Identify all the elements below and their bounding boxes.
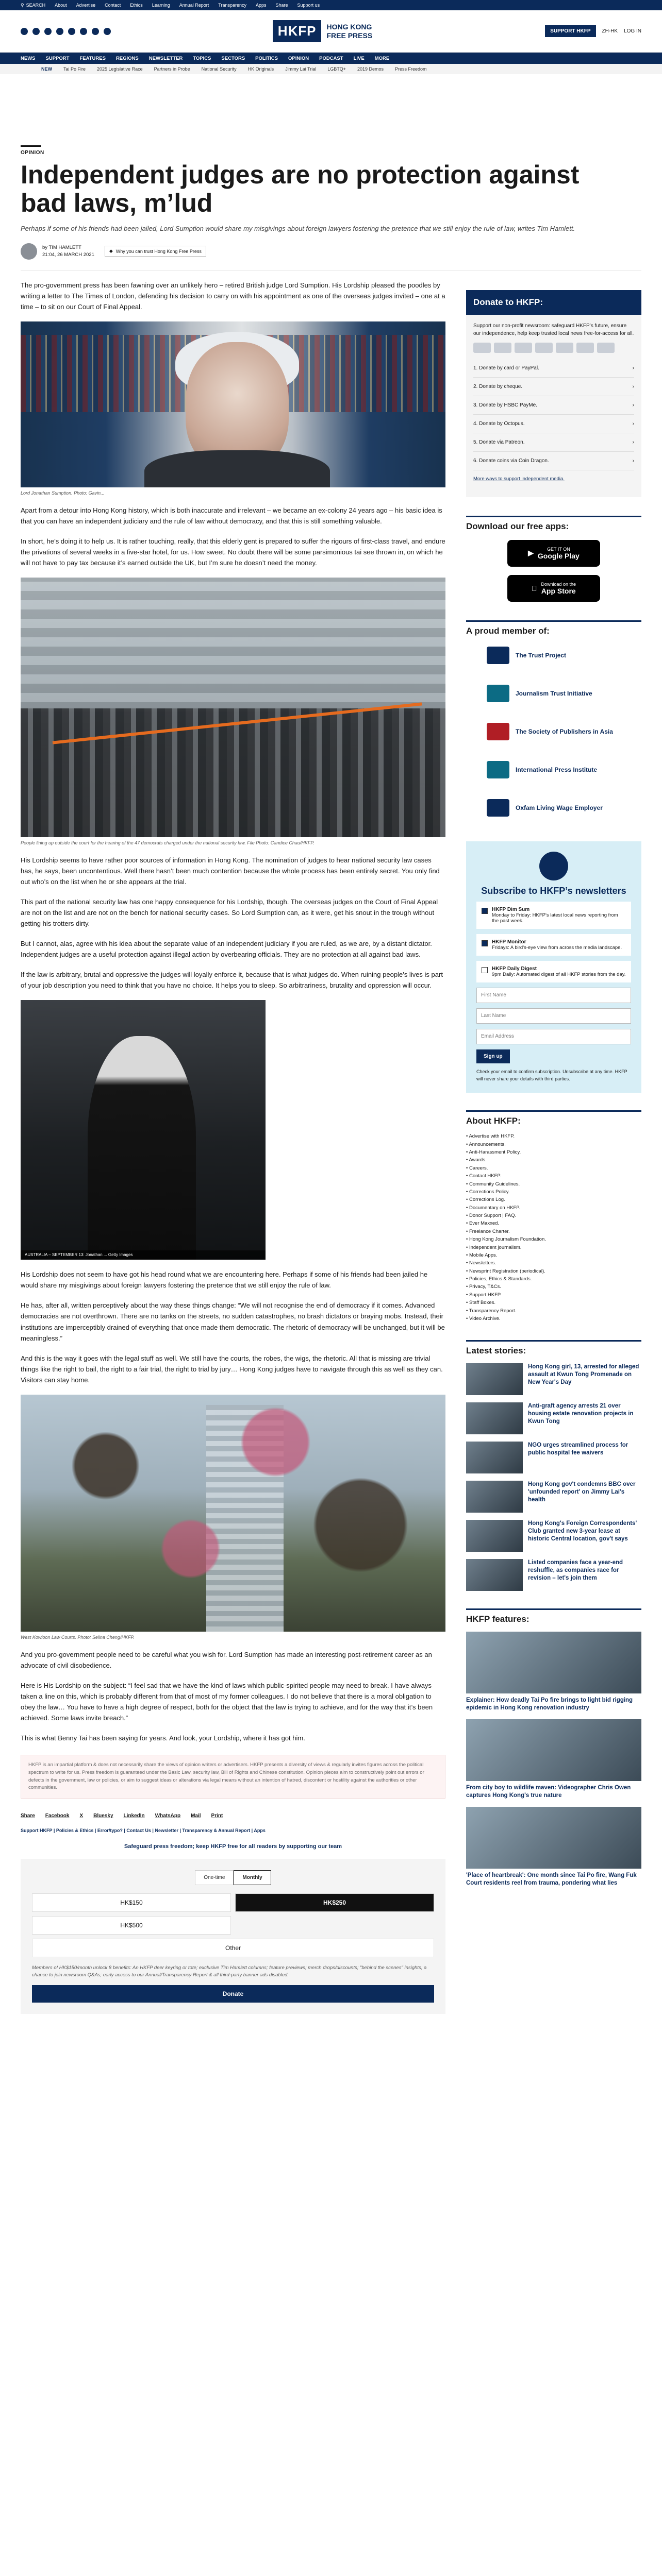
patreon-icon [597, 343, 615, 353]
share-bluesky[interactable]: Bluesky [93, 1812, 113, 1819]
trending-item[interactable]: HK Originals [247, 66, 274, 72]
paragraph: This is what Benny Tai has been saying for years. And look, your Lordship, where it has got him. [21, 1734, 305, 1742]
logo-mark: HKFP [273, 20, 322, 42]
latest-stories-widget [466, 1340, 641, 1591]
donate-option[interactable]: 6. Donate coins via Coin Dragon. › [473, 452, 634, 470]
donate-option[interactable]: 2. Donate by cheque. › [473, 378, 634, 396]
share-facebook[interactable]: Facebook [45, 1812, 70, 1819]
figure [21, 321, 445, 496]
article-title: Independent judges are no protection against bad laws, m’lud [21, 160, 580, 217]
nav-item[interactable]: TOPICS [193, 55, 211, 61]
linkedin-icon[interactable] [68, 28, 75, 35]
topbar-link[interactable]: Advertise [76, 3, 96, 8]
newsletter-option[interactable]: HKFP Monitor Fridays: A bird's-eye view from across the media landscape. [476, 934, 631, 956]
checkbox[interactable] [482, 967, 488, 973]
trending-item[interactable]: Press Freedom [395, 66, 427, 72]
trending-item[interactable]: 2019 Demos [357, 66, 384, 72]
paragraph: The pro-government press has been fawning over an unlikely hero – retired British judge Lord Sumption. His Lordship pleased the poodles by writing a letter to The Times of London, defending his decision to carry on with his appointment as one of the overseas judges invited – one at a time – to sit on our Court of Final Appeal. [21, 281, 445, 311]
nav-item[interactable]: OPINION [288, 55, 309, 61]
more-ways-link[interactable]: More ways to support independent media. [473, 476, 565, 482]
trust-link[interactable]: ◆ Why you can trust Hong Kong Free Press [105, 246, 206, 257]
login-link[interactable]: LOG IN [624, 28, 641, 34]
nav-item[interactable]: FEATURES [79, 55, 106, 61]
about-link[interactable]: • Video Archive. [466, 1315, 641, 1323]
nav-item[interactable]: NEWS [21, 55, 36, 61]
search-link[interactable]: ⚲ SEARCH [21, 2, 46, 8]
member-logo[interactable]: Journalism Trust Initiative [466, 674, 641, 713]
nav-item[interactable]: MORE [374, 55, 390, 61]
opinion-disclaimer: HKFP is an impartial platform & does not necessarily share the views of opinion writers or advertisers. HKFP presents a diversity of views & regularly invites figures across the political spectrum to write for us. Press freedom is guaranteed under the Basic Law, security law, Bill of Rights and Chinese constitution. Opinion pieces aim to constructively point out errors or defects in the government, law or policies, or aim to suggest ideas or alterations via legal means without an intention of hatred, discontent or hostility against the authorities or other communities. [21, 1755, 445, 1799]
widget-title: HKFP features: [466, 1608, 641, 1624]
amount-option[interactable]: HK$150 [32, 1893, 231, 1912]
sopa-icon [487, 723, 509, 740]
widget-title: About HKFP: [466, 1110, 641, 1126]
paragraph: In short, he’s doing it to help us. It is rather touching, really, that this elderly gent is prepared to suffer the rigours of first-class travel, and endure the privations of several weeks in a five-star hotel, for us. How sweet. No doubt there will be some parsimonious tai see thrown in, on which he will not have to pay tax because it’s earned outside the UK, but I’m sure he doesn’t need the money. [21, 537, 445, 567]
paragraph: This part of the national security law has one happy consequence for his Lordship, though. The overseas judges on the Court of Final Appeal are not on the list and are not on the bench for national security cases. So Lord Sumption can, as it were, get his snout in the trough without getting his trotters dirty. [21, 898, 438, 928]
paragraph: If the law is arbitrary, brutal and oppressive the judges will loyally enforce it, because that is what judges do. When ruining people’s lives is part of your job description you need to think that you have no choice. It helps you to sleep. So arbitrariness, brutality and oppression will occur. [21, 971, 443, 990]
safeguard-heading: Safeguard press freedom; keep HKFP free for all readers by supporting our team [124, 1843, 342, 1850]
about-link[interactable]: • Freelance Charter. [466, 1228, 641, 1235]
feature-image [466, 1719, 641, 1781]
share-mail[interactable]: Mail [191, 1812, 201, 1819]
paypal-icon [535, 343, 553, 353]
paragraph: His Lordship does not seem to have got his head round what we are encountering here. Perhaps if some of his friends had been jailed he would share my misgivings about foreign lawyers fostering the pretence that we still enjoy the rule of law. [21, 1270, 428, 1290]
feature-image [466, 1807, 641, 1869]
donate-option[interactable]: 3. Donate by HSBC PayMe. › [473, 396, 634, 415]
nav-item[interactable]: POLITICS [255, 55, 278, 61]
apple-icon [532, 584, 537, 592]
donate-text: Support our non-profit newsroom: safeguard HKFP’s future, ensure our independence, help keep trusted local news free-for-access for all. [473, 323, 634, 336]
chevron-right-icon: › [632, 383, 634, 389]
member-logo[interactable]: Oxfam Living Wage Employer [466, 789, 641, 827]
story-item[interactable]: Hong Kong girl, 13, arrested for alleged assault at Kwun Tong Promenade on New Year's Day [466, 1363, 641, 1395]
feature-item[interactable]: From city boy to wildlife maven: Videographer Chris Owen captures Hong Kong's true nature [466, 1719, 641, 1800]
features-widget [466, 1608, 641, 1887]
feature-item[interactable]: Explainer: How deadly Tai Po fire brings to light bid rigging epidemic in Hong Kong renovation industry [466, 1632, 641, 1712]
about-link[interactable]: • Community Guidelines. [466, 1180, 641, 1188]
chevron-right-icon: › [632, 457, 634, 464]
payme-icon [556, 343, 573, 353]
nav-item[interactable]: SUPPORT [45, 55, 70, 61]
about-link[interactable]: • Policies, Ethics & Standards. [466, 1275, 641, 1283]
paragraph: And you pro-government people need to be careful what you wish for. Lord Sumption has made an interesting post-retirement career as an advocate of civil disobedience. [21, 1650, 432, 1669]
about-link[interactable]: • Awards. [466, 1156, 641, 1164]
member-logo[interactable]: The Society of Publishers in Asia [466, 713, 641, 751]
member-logo[interactable]: International Press Institute [466, 751, 641, 789]
about-list [466, 1132, 641, 1323]
about-link[interactable]: • Newsprint Registration (periodical). [466, 1267, 641, 1275]
figure [21, 1395, 445, 1640]
about-link[interactable]: • Corrections Policy. [466, 1188, 641, 1196]
section-label[interactable]: OPINION [21, 150, 44, 156]
story-item[interactable]: Hong Kong gov't condemns BBC over 'unfounded report' on Jimmy Lai's health [466, 1481, 641, 1513]
share-whatsapp[interactable]: WhatsApp [155, 1812, 181, 1819]
amount-option[interactable]: HK$250 [235, 1893, 434, 1912]
trending-item[interactable]: Partners in Probe [154, 66, 190, 72]
frequency-toggle [32, 1870, 434, 1885]
visa-icon [494, 343, 511, 353]
photo-law-courts [21, 1395, 445, 1632]
freq-one-time[interactable]: One-time [195, 1870, 234, 1885]
trending-item[interactable]: 2025 Legislative Race [97, 66, 143, 72]
main-nav [0, 53, 662, 64]
share-linkedin[interactable]: LinkedIn [123, 1812, 145, 1819]
amount-other[interactable]: Other [32, 1939, 434, 1957]
donate-widget [466, 290, 641, 497]
youtube-icon[interactable] [56, 28, 63, 35]
chevron-right-icon: › [632, 420, 634, 427]
author-name[interactable]: by TIM HAMLETT [42, 245, 81, 251]
paragraph: He has, after all, written perceptively about the way these things change: “We will not recognise the end of democracy if it comes. Advanced democracies are not overthrown. There are no tanks on the streets, no sudden catastrophes, no brash dictators or braying mobs. Instead, their institutions are imperceptibly drained of everything that once made them democratic. The rhetoric of democracy will be unchanged, but it will be meaningless.” [21, 1301, 445, 1342]
new-label: NEW [41, 66, 52, 72]
story-thumbnail [466, 1442, 523, 1473]
about-link[interactable]: • Mobile Apps. [466, 1251, 641, 1259]
about-link[interactable]: • Ever Maxxed. [466, 1219, 641, 1227]
google-play-button[interactable]: ▶ GET IT ON Google Play [507, 540, 600, 567]
nav-item[interactable]: LIVE [353, 55, 365, 61]
story-item[interactable]: Anti-graft agency arrests 21 over housing estate renovation projects in Kwun Tong [466, 1402, 641, 1434]
about-link[interactable]: • Donor Support | FAQ. [466, 1212, 641, 1219]
about-link[interactable]: • Transparency Report. [466, 1307, 641, 1315]
language-link[interactable]: ZH-HK [602, 28, 618, 34]
masthead [0, 10, 662, 53]
photo-lord-sumption [21, 321, 445, 487]
about-link[interactable]: • Newsletters. [466, 1259, 641, 1267]
trending-nav [0, 64, 662, 74]
photo-credit: AUSTRALIA – SEPTEMBER 13: Jonathan ... Getty Images [21, 1250, 266, 1260]
caption: People lining up outside the court for the hearing of the 47 democrats charged under the national security law. File Photo: Candice Chau/HKFP. [21, 840, 315, 845]
about-link[interactable]: • Staff Boxes. [466, 1299, 641, 1307]
member-logo[interactable]: The Trust Project [466, 636, 641, 674]
story-thumbnail [466, 1481, 523, 1513]
top-utility-bar [0, 0, 662, 10]
social-links [21, 28, 111, 35]
newsletter-widget [466, 841, 641, 1093]
newsletter-option[interactable]: HKFP Dim Sum Monday to Friday: HKFP's latest local news reporting from the past week. [476, 902, 631, 929]
sidebar [466, 270, 641, 2014]
share-bar [21, 1813, 445, 1819]
story-thumbnail [466, 1363, 523, 1395]
paragraph: But I cannot, alas, agree with his idea about the separate value of an independent judiciary if you are ruled, as we are, by a distant dictator. Independent judges are a useful protection against illegal action by overbearing officials. They are no protection at all against bad laws. [21, 940, 432, 959]
topbar-link[interactable]: Share [275, 3, 288, 8]
mastercard-icon [473, 343, 491, 353]
chevron-right-icon: › [632, 365, 634, 371]
checkbox[interactable] [482, 940, 488, 946]
donate-option[interactable]: 4. Donate by Octopus. › [473, 415, 634, 433]
paragraph: Here is His Lordship on the subject: “I feel sad that we have the kind of laws which public-spirited people may need to break. I have always taken a line on this, which is probably different from that of most of my former colleagues. I do not believe that there is a moral obligation to obey the law… You have to have a high degree of respect, both for the object that the law is trying to achieve, and for the way that it’s been achieved. Some laws invite breach.” [21, 1681, 433, 1722]
chevron-right-icon: › [632, 402, 634, 408]
instagram-icon[interactable] [44, 28, 52, 35]
freq-monthly[interactable]: Monthly [234, 1870, 271, 1885]
story-thumbnail [466, 1402, 523, 1434]
figure [21, 578, 445, 845]
about-link[interactable]: • Documentary on HKFP. [466, 1204, 641, 1212]
masthead-actions [545, 25, 641, 37]
section-rule [21, 145, 41, 147]
donate-option[interactable]: 1. Donate by card or PayPal. › [473, 359, 634, 378]
topbar-link[interactable]: Contact [105, 3, 121, 8]
trending-item[interactable]: National Security [201, 66, 237, 72]
share-label: Share [21, 1812, 35, 1819]
last-name-input[interactable]: Last Name [476, 1008, 631, 1024]
site-logo[interactable] [273, 20, 384, 42]
newsletter-title: Subscribe to HKFP’s newsletters [481, 885, 626, 896]
footer-links[interactable]: Support HKFP | Policies & Ethics | Error/typo? | Contact Us | Newsletter | Transparency & Annual Report | Apps [21, 1827, 266, 1833]
story-thumbnail [466, 1559, 523, 1591]
share-print[interactable]: Print [211, 1812, 223, 1819]
topbar-link[interactable]: About [55, 3, 67, 8]
trending-item[interactable]: Jimmy Lai Trial [285, 66, 317, 72]
byline-text [42, 244, 94, 258]
story-item[interactable]: NGO urges streamlined process for public hospital fee waivers [466, 1442, 641, 1473]
widget-title: Donate to HKFP: [466, 290, 641, 315]
topbar-link[interactable]: Support us [297, 3, 320, 8]
story-item[interactable]: Hong Kong's Foreign Correspondents' Club granted new 3-year lease at historic Central location, gov't says [466, 1520, 641, 1552]
publish-date: 21:04, 26 MARCH 2021 [42, 251, 94, 258]
bluesky-icon[interactable] [104, 28, 111, 35]
about-link[interactable]: • Careers. [466, 1164, 641, 1172]
nav-item[interactable]: PODCAST [319, 55, 343, 61]
chevron-right-icon: › [632, 439, 634, 445]
paragraph: Apart from a detour into Hong Kong history, which is both inaccurate and irrelevant – we became an ex-colony 24 years ago – his basic idea is that you can have an independent judiciary and the rule of law without democracy, and that this is still something valuable. [21, 506, 442, 525]
telegram-icon[interactable] [80, 28, 87, 35]
signup-button[interactable]: Sign up [476, 1049, 510, 1063]
member-benefits: Members of HK$150/month unlock 8 benefits: An HKFP deer keyring or tote; exclusive Tim Hamlett columns; feature previews; merch drops/discounts; "behind the scenes" insights; a chance to join newsroom Q&As; early access to our Annual/Transparency Report & all third-party banner ads disabled. [32, 1964, 427, 1978]
story-item[interactable]: Listed companies face a year-end reshuffle, as companies race for revision – let's join them [466, 1559, 641, 1591]
donate-options [473, 359, 634, 470]
octopus-icon [576, 343, 594, 353]
mail-icon [539, 852, 568, 880]
author-avatar [21, 243, 37, 260]
widget-title: Latest stories: [466, 1340, 641, 1356]
apps-widget [466, 516, 641, 602]
caption: Lord Jonathan Sumption. Photo: Gavin... [21, 490, 105, 496]
paragraph: And this is the way it goes with the legal stuff as well. We still have the courts, the robes, the wigs, the rhetoric. All that is missing are trivial things like the right to bail, the right to a fair trial, the right to trial by jury… Hong Kong judges have to navigate through this as well as they can. Visitors can stay home. [21, 1354, 443, 1384]
topbar-link[interactable]: Ethics [130, 3, 143, 8]
payment-cards [473, 343, 634, 353]
support-button[interactable]: SUPPORT HKFP [545, 25, 595, 37]
jti-icon [487, 685, 509, 702]
newsletter-note: Check your email to confirm subscription. Unsubscribe at any time. HKFP will never share your details with third parties. [476, 1069, 627, 1081]
about-widget [466, 1110, 641, 1323]
amex-icon [515, 343, 532, 353]
topbar-link[interactable]: Transparency [218, 3, 246, 8]
x-icon[interactable] [32, 28, 40, 35]
about-link[interactable]: • Announcements. [466, 1141, 641, 1148]
photo-court-queue [21, 578, 445, 837]
topbar-link[interactable]: Annual Report [179, 3, 209, 8]
checkbox[interactable] [482, 908, 488, 914]
facebook-icon[interactable] [21, 28, 28, 35]
amount-options [32, 1893, 434, 1957]
caption: West Kowloon Law Courts. Photo: Selina Cheng/HKFP. [21, 1634, 135, 1640]
app-store-button[interactable]: Download on the App Store [507, 575, 600, 602]
paragraph: His Lordship seems to have rather poor sources of information in Hong Kong. The nomination of judges to hear national security law cases has, he says, been uncontentious. Well there hasn’t been much contention because the whole process has been entirely secret. You only find out who’s on the list when he or she appears at the trial. [21, 856, 440, 886]
about-link[interactable]: • Privacy, T&Cs. [466, 1283, 641, 1291]
feature-image [466, 1632, 641, 1693]
logo-text: HONG KONG FREE PRESS [326, 23, 373, 40]
about-link[interactable]: • Independent journalism. [466, 1244, 641, 1251]
share-x[interactable]: X [79, 1812, 84, 1819]
play-icon: ▶ [528, 549, 534, 557]
widget-title: A proud member of: [466, 620, 641, 636]
about-link[interactable]: • Support HKFP. [466, 1291, 641, 1299]
donate-form [21, 1859, 445, 2014]
newsletter-option[interactable]: HKFP Daily Digest 9pm Daily: Automated digest of all HKFP stories from the day. [476, 961, 631, 982]
topbar-link[interactable]: Apps [256, 3, 267, 8]
story-thumbnail [466, 1520, 523, 1552]
trust-project-icon [487, 647, 509, 664]
article-body [21, 270, 445, 2014]
trending-item[interactable]: LGBTQ+ [327, 66, 346, 72]
threads-icon[interactable] [92, 28, 99, 35]
nav-item[interactable]: REGIONS [115, 55, 139, 61]
topbar-link[interactable]: Learning [152, 3, 170, 8]
photo-sumption-robes [21, 1000, 266, 1260]
about-link[interactable]: • Anti-Harassment Policy. [466, 1148, 641, 1156]
about-link[interactable]: • Hong Kong Journalism Foundation. [466, 1235, 641, 1243]
members-widget [466, 620, 641, 827]
figure [21, 1000, 445, 1260]
about-link[interactable]: • Advertise with HKFP. [466, 1132, 641, 1140]
nav-item[interactable]: SECTORS [221, 55, 245, 61]
donate-option[interactable]: 5. Donate via Patreon. › [473, 433, 634, 452]
feature-item[interactable]: 'Place of heartbreak': One month since Tai Po fire, Wang Fuk Court residents reel from trauma, pondering what lies [466, 1807, 641, 1887]
search-icon: ⚲ [21, 2, 24, 8]
trending-item[interactable]: Tai Po Fire [63, 66, 86, 72]
ipi-icon [487, 761, 509, 778]
email-input[interactable]: Email Address [476, 1029, 631, 1044]
about-link[interactable]: • Corrections Log. [466, 1196, 641, 1204]
widget-title: Download our free apps: [466, 516, 641, 532]
article-standfirst: Perhaps if some of his friends had been jailed, Lord Sumption would share my misgivings about foreign lawyers fostering the pretence that we still enjoy the rule of law, writes Tim Hamlett. [21, 225, 575, 232]
nav-item[interactable]: NEWSLETTER [148, 55, 183, 61]
amount-option[interactable]: HK$500 [32, 1916, 231, 1935]
donate-button[interactable]: Donate [32, 1985, 434, 2003]
shield-icon: ◆ [109, 248, 113, 253]
oxfam-icon [487, 799, 509, 817]
first-name-input[interactable]: First Name [476, 988, 631, 1003]
byline [21, 243, 641, 260]
about-link[interactable]: • Contact HKFP. [466, 1172, 641, 1180]
